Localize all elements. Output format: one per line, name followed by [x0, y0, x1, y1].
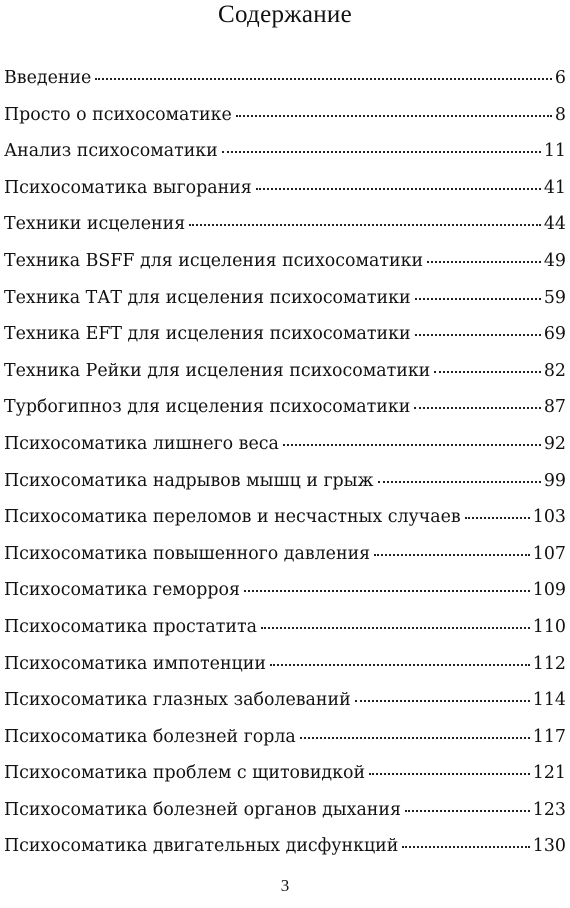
toc-entry-title: Психосоматика болезней горла — [4, 726, 296, 747]
dot-leader — [378, 481, 541, 483]
toc-entry-title: Техники исцеления — [4, 214, 186, 235]
dot-leader — [256, 188, 541, 190]
toc-entry[interactable] — [4, 572, 566, 609]
toc-entry-title: Техника ТАТ для исцеления психосоматики — [4, 287, 411, 308]
toc-entry-page: 109 — [532, 580, 566, 601]
dot-leader — [402, 846, 529, 848]
toc-entry-page: 6 — [554, 68, 566, 88]
toc-entry-title: Психосоматика повышенного давления — [4, 543, 371, 564]
dot-leader — [415, 298, 541, 300]
toc-entry[interactable] — [4, 499, 566, 536]
dot-leader — [434, 371, 541, 373]
toc-entry-title: Психосоматика лишнего веса — [4, 433, 279, 454]
toc-entry-page: 82 — [543, 360, 566, 381]
toc-entry-title: Психосоматика импотенции — [4, 653, 266, 674]
dot-leader — [261, 627, 530, 629]
dot-leader — [283, 444, 541, 446]
toc-entry-title: Психосоматика геморроя — [4, 580, 240, 601]
toc-entry-page: 92 — [543, 433, 566, 454]
dot-leader — [374, 554, 530, 556]
toc-entry[interactable] — [4, 353, 566, 390]
toc-entry[interactable] — [4, 755, 566, 792]
toc-entry[interactable] — [4, 682, 566, 719]
toc-entry-title: Психосоматика надрывов мышц и грыж — [4, 470, 374, 491]
dot-leader — [300, 737, 530, 739]
toc-entry-page: 87 — [543, 397, 566, 418]
toc-entry-title: Техника BSFF для исцеления психосоматики — [4, 250, 424, 271]
toc-entry-title: Психосоматика переломов и несчастных случаев — [4, 507, 461, 528]
toc-entry-title: Психосоматика простатита — [4, 616, 257, 637]
toc-entry[interactable] — [4, 60, 566, 97]
toc-entry[interactable] — [4, 646, 566, 683]
dot-leader — [465, 517, 530, 519]
dot-leader — [405, 810, 530, 812]
toc-entry[interactable] — [4, 828, 566, 865]
toc-entry-page: 110 — [532, 616, 566, 637]
dot-leader — [427, 261, 541, 263]
page-title: Содержание — [218, 1, 352, 28]
dot-leader — [369, 773, 530, 775]
toc-entry-page: 103 — [532, 507, 566, 528]
dot-leader — [95, 78, 552, 80]
toc-entry[interactable] — [4, 463, 566, 500]
toc-entry-title: Турбогипноз для исцеления психосоматики — [4, 397, 411, 418]
toc-entry-title: Психосоматика проблем с щитовидкой — [4, 763, 366, 784]
toc-entry[interactable] — [4, 792, 566, 829]
toc-entry[interactable] — [4, 316, 566, 353]
toc-entry-page: 114 — [532, 690, 566, 711]
toc-entry[interactable] — [4, 426, 566, 463]
toc-entry-page: 130 — [532, 836, 566, 857]
toc-entry-page: 123 — [532, 799, 566, 820]
toc-entry-page: 117 — [532, 726, 566, 747]
toc-entry-page: 41 — [543, 177, 566, 198]
toc-entry[interactable] — [4, 206, 566, 243]
dot-leader — [355, 700, 530, 702]
toc-entry-page: 99 — [543, 470, 566, 491]
dot-leader — [415, 334, 541, 336]
toc-entry-page: 44 — [543, 214, 566, 235]
toc-entry-title: Техника Рейки для исцеления психосоматики — [4, 360, 431, 381]
toc-entry-page: 112 — [532, 653, 566, 674]
page-number: 3 — [280, 876, 290, 895]
toc-entry[interactable] — [4, 133, 566, 170]
dot-leader — [270, 664, 530, 666]
toc-entry[interactable] — [4, 719, 566, 756]
dot-leader — [414, 407, 541, 409]
dot-leader — [222, 151, 541, 153]
toc-entry[interactable] — [4, 280, 566, 317]
toc-entry-page: 8 — [554, 104, 566, 125]
dot-leader — [244, 590, 530, 592]
toc-entry-title: Введение — [4, 68, 92, 88]
toc-entry-page: 69 — [543, 324, 566, 345]
toc-entry[interactable] — [4, 170, 566, 207]
dot-leader — [236, 115, 552, 117]
toc-entry-title: Психосоматика глазных заболеваний — [4, 690, 351, 711]
toc-entry[interactable] — [4, 609, 566, 646]
toc-entry-title: Техника EFT для исцеления психосоматики — [4, 324, 411, 345]
toc-entry[interactable] — [4, 243, 566, 280]
toc-entry-page: 107 — [532, 543, 566, 564]
toc-entry-title: Просто о психосоматике — [4, 104, 232, 125]
toc-entry-title: Психосоматика выгорания — [4, 177, 252, 198]
toc-entry-title: Психосоматика двигательных дисфункций — [4, 836, 399, 857]
toc-entry[interactable] — [4, 536, 566, 573]
toc-entry-page: 49 — [543, 250, 566, 271]
table-of-contents — [4, 60, 566, 865]
dot-leader — [189, 224, 541, 226]
toc-entry-page: 59 — [543, 287, 566, 308]
toc-entry-title: Анализ психосоматики — [4, 141, 218, 162]
toc-entry-page: 121 — [532, 763, 566, 784]
toc-entry[interactable] — [4, 389, 566, 426]
toc-entry-title: Психосоматика болезней органов дыхания — [4, 799, 401, 820]
toc-entry[interactable] — [4, 97, 566, 134]
toc-entry-page: 11 — [543, 141, 566, 162]
